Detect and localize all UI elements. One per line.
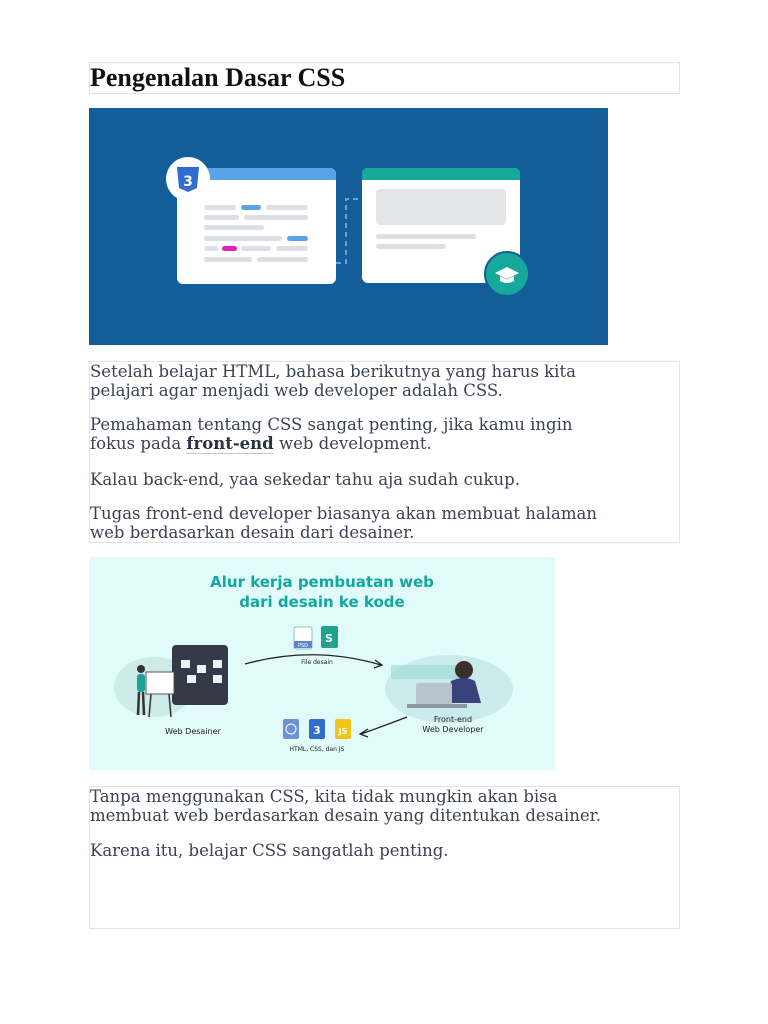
paragraph-line: Pemahaman tentang CSS sangat penting, jika kamu ingin — [90, 415, 573, 434]
designer-illustration — [114, 645, 228, 717]
paragraph-line: Kalau back-end, yaa sekedar tahu aja sudah cukup. — [90, 470, 520, 489]
js-file-icon — [335, 719, 351, 739]
bold-keyword: front-end — [186, 434, 274, 453]
sketch-label: S — [325, 632, 333, 645]
paragraph-line — [90, 434, 432, 453]
html-globe-icon — [283, 719, 299, 739]
code-files-label: HTML, CSS, dan JS — [289, 746, 345, 753]
text-span: fokus pada — [90, 434, 187, 453]
paragraph-line: Karena itu, belajar CSS sangatlah penting. — [90, 841, 449, 860]
arrow-to-code — [361, 717, 407, 734]
paragraph-line: Setelah belajar HTML, bahasa berikutnya yang harus kita — [90, 362, 576, 381]
developer-label-line2: Web Developer — [422, 725, 484, 734]
text-span: web development. — [273, 434, 432, 453]
text-block-intro — [89, 361, 680, 543]
css-file-label: 3 — [313, 724, 321, 737]
dashed-connector — [336, 199, 362, 263]
css3-badge-label: 3 — [183, 174, 193, 190]
page-title: Pengenalan Dasar CSS — [90, 63, 346, 92]
workflow-title-line1: Alur kerja pembuatan web — [210, 573, 434, 591]
graduation-cap-icon — [485, 252, 529, 296]
css3-file-icon — [309, 719, 325, 739]
css3-icon — [166, 157, 210, 201]
paragraph-line: Tugas front-end developer biasanya akan membuat halaman — [90, 504, 597, 523]
paragraph-line: pelajari agar menjadi web developer adalah CSS. — [90, 381, 503, 400]
workflow-image — [89, 557, 555, 770]
sketch-file-icon — [321, 626, 338, 648]
text-block-conclusion — [89, 786, 680, 929]
developer-illustration — [385, 655, 513, 723]
designer-label: Web Desainer — [165, 727, 221, 736]
paragraph-line: membuat web berdasarkan desain yang ditentukan desainer. — [90, 806, 601, 825]
psd-label: PSD — [297, 643, 309, 649]
hero-image — [89, 108, 608, 345]
psd-file-icon — [294, 627, 312, 649]
paragraph-line: web berdasarkan desain dari desainer. — [90, 523, 415, 542]
file-design-label: File desain — [301, 659, 333, 666]
developer-label-line1: Front-end — [433, 715, 473, 724]
paragraph-line: Tanpa menggunakan CSS, kita tidak mungkin akan bisa — [90, 787, 558, 806]
js-file-label: JS — [338, 727, 348, 736]
title-box — [89, 62, 680, 94]
workflow-title-line2: dari desain ke kode — [239, 593, 405, 611]
